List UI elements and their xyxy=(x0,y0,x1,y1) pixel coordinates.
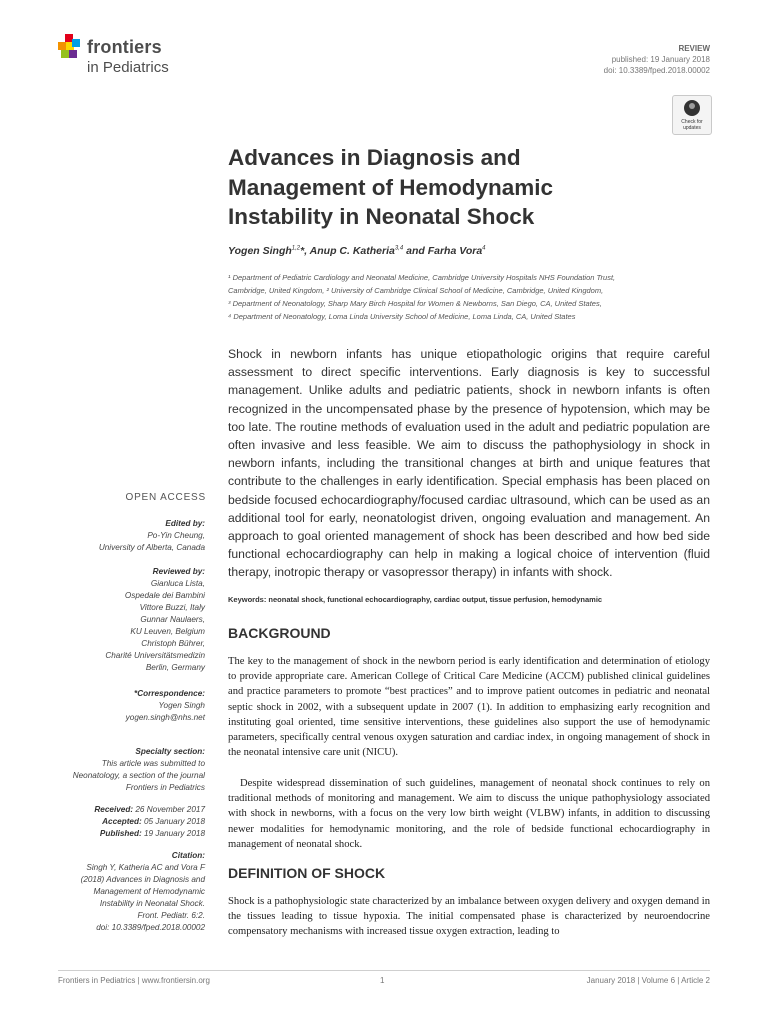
footer-journal-link[interactable]: Frontiers in Pediatrics | www.frontiersin.org xyxy=(58,976,210,985)
author-list: Yogen Singh$^{1,2}$*, Anup C. Katheria$^{3,4}$ and Farha Vora$^4$ xyxy=(228,245,486,257)
reviewer-name[interactable]: Gianluca Lista, xyxy=(150,579,205,588)
editor-name[interactable]: Po-Yin Cheung, xyxy=(147,531,205,540)
affiliation: ⁴ Department of Neonatology, Loma Linda University School of Medicine, Loma Linda, CA, United States xyxy=(228,312,576,321)
author-name[interactable]: Yogen Singh xyxy=(228,245,292,257)
reviewer-name[interactable]: Gunnar Naulaers, xyxy=(140,615,205,624)
paragraph: Despite widespread dissemination of such guidelines, management of neonatal shock continues to rely on traditional methods of monitoring and management. We aim to discuss the unique pathophysiology associated with shock in newborns, with a focus on the very low birth weight (VLBW) infants, in addition to discussing newer modalities for hemodynamic monitoring, and the role of bedside functional echocardiography in management of neonatal shock. xyxy=(228,778,710,850)
frontiers-logo-icon xyxy=(58,34,82,62)
paragraph: The key to the management of shock in the newborn period is early identification and determination of etiology to provide appropriate care. American College of Critical Care Medicine (ACCM) published clinical guidelines and practice parameters to promote “best practices” and to improve patient outcomes in pediatric and neonatal septic shock in 2002, with a subsequent update in 2007 (1). In addition to emphasizing early recognition and instituting goal oriented, time sensitive interventions, these guidelines also support the use of hemodynamic parameters, specifically central venous oxygen saturation and cardiac index, in ongoing management of shock in the neonatal intensive care unit (NICU). xyxy=(228,656,710,759)
correspondence-block: *Correspondence: Yogen Singh yogen.singh@nhs.net xyxy=(125,689,205,722)
citation-doi[interactable]: doi: 10.3389/fped.2018.00002 xyxy=(96,923,205,932)
specialty-block: Specialty section: This article was submitted to Neonatology, a section of the journal Frontiers in Pediatrics xyxy=(72,747,205,792)
affiliation: Cambridge, United Kingdom, ² University of Cambridge Clinical School of Medicine, Cambridge, United Kingdom, xyxy=(228,286,604,295)
author-name[interactable]: Farha Vora xyxy=(427,245,483,257)
published-date: published: 19 January 2018 xyxy=(611,55,710,64)
open-access-label: OPEN ACCESS xyxy=(125,492,206,503)
footer-issue-info: January 2018 | Volume 6 | Article 2 xyxy=(586,976,710,985)
article-title: Advances in Diagnosis and Management of Hemodynamic Instability in Neonatal Shock xyxy=(228,145,554,229)
abstract: Shock in newborn infants has unique etiopathologic origins that require careful assessment to direct specific interventions. Early diagnosis is key to successful management. Unlike adults and pediatric patients, shock in newborn infants is often recognized in the uncompensated phase by the presence of hypotension, which may be too late. The routine methods of evaluation used in the adult and pediatric population are often invasive and less feasible. We aim to discuss the pathophysiology in shock in newborn infants, including the transitional changes at birth and unique features that contribute to the challenges in early identification. Special emphasis has been placed on bedside focused echocardiography/focused cardiac ultrasound, which can be used as an additional tool for early, neonatologist driven, ongoing evaluation and management. An approach to goal oriented management of shock has been described and how bed side functional echocardiography can help in making a logical choice of intervention (fluid therapy, inotropic therapy or vasopressor therapy) in infants with shock. xyxy=(228,347,710,580)
bookmark-icon xyxy=(684,100,700,116)
journal-subname: in Pediatrics xyxy=(87,59,169,76)
journal-name: frontiers xyxy=(87,37,162,57)
reviewer-name[interactable]: Christoph Bührer, xyxy=(141,639,205,648)
doi[interactable]: doi: 10.3389/fped.2018.00002 xyxy=(603,66,710,75)
dates-block: Received: 26 November 2017 Accepted: 05 January 2018 Published: 19 January 2018 xyxy=(94,805,205,838)
affiliation: ³ Department of Neonatology, Sharp Mary Birch Hospital for Women & Newborns, San Diego, CA, United States, xyxy=(228,299,602,308)
keywords: Keywords: neonatal shock, functional echocardiography, cardiac output, tissue perfusion, hemodynamic xyxy=(228,595,603,604)
correspondence-email[interactable]: yogen.singh@nhs.net xyxy=(125,713,205,722)
section-heading-definition: DEFINITION OF SHOCK xyxy=(228,865,386,881)
article-type: REVIEW xyxy=(678,44,710,53)
citation-block: Singh Y, Katheria AC and Vora F (2018) Advances in Diagnosis and Management of Hemodynamic Instability in Neonatal Shock. Front. Pediatr. 6:2. doi: 10.3389/fped.2018.00002 xyxy=(58,862,205,934)
affiliation: ¹ Department of Pediatric Cardiology and Neonatal Medicine, Cambridge University Hospitals NHS Foundation Trust, xyxy=(228,273,616,282)
check-for-updates-badge[interactable]: Check for updates xyxy=(672,95,712,135)
editor-block: Edited by: Po-Yin Cheung, University of Alberta, Canada xyxy=(98,519,205,552)
citation-label: Citation: xyxy=(171,851,205,860)
page-number: 1 xyxy=(380,976,385,985)
footer-divider xyxy=(58,970,710,971)
reviewers-block: Reviewed by: Gianluca Lista, Ospedale dei Bambini Vittore Buzzi, Italy Gunnar Naulaers, KU Leuven, Belgium Christoph Bührer, Charité Universitätsmedizin Berlin, Germany xyxy=(105,567,205,672)
author-name[interactable]: Anup C. Katheria xyxy=(309,245,395,257)
section-heading-background: BACKGROUND xyxy=(228,625,331,641)
paragraph: Shock is a pathophysiologic state characterized by an imbalance between oxygen delivery and oxygen demand in the tissues leading to tissue hypoxia. The initial compensated phase is characterized by neuroendocrine compensatory mechanisms with increased tissue oxygen extraction, leading to xyxy=(228,896,710,938)
